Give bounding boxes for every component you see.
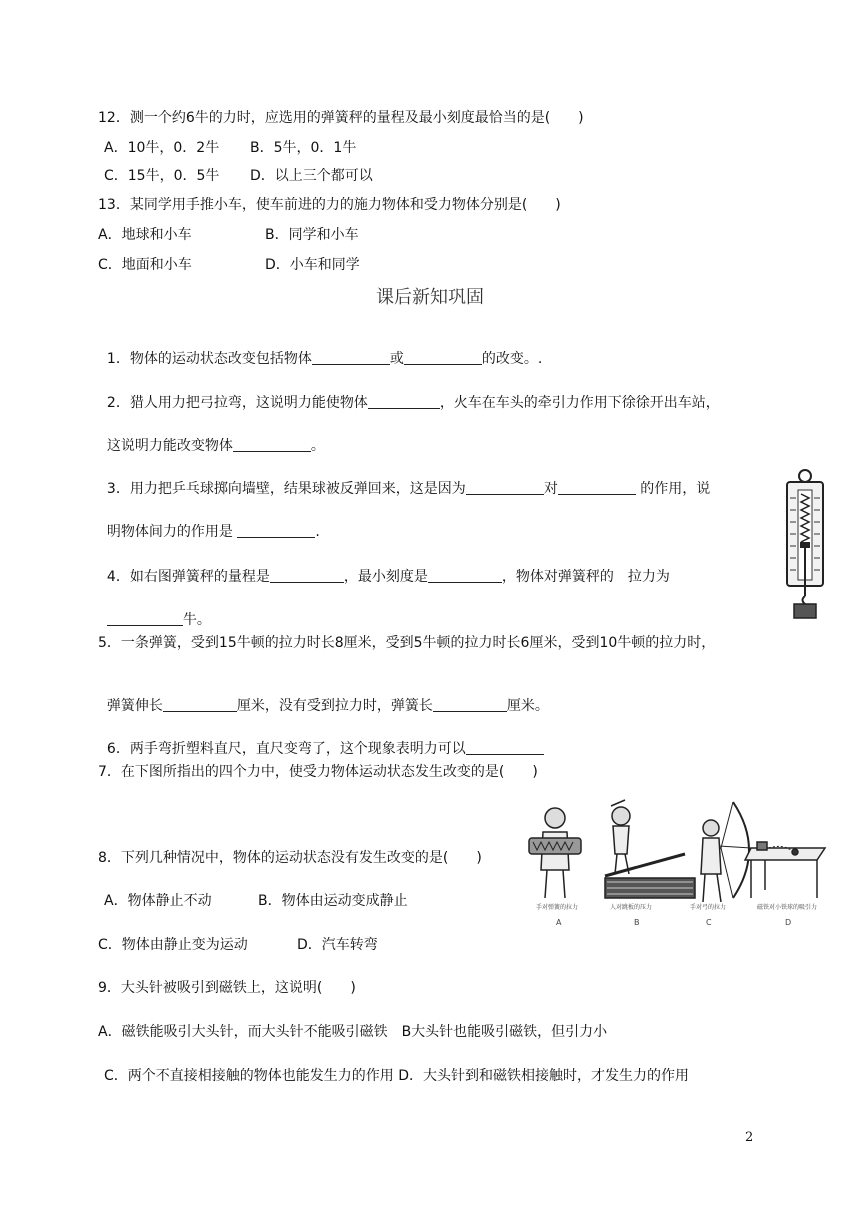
figure-b-diving-board (605, 800, 695, 898)
q4-line-2 (98, 590, 211, 630)
q4-line-1 (98, 547, 670, 587)
q9-options-cd: C．两个不直接相接触的物体也能发生力的作用 D．大头针到和磁铁相接触时，才发生力的作用 (104, 1068, 690, 1084)
q3-line-2 (98, 502, 320, 542)
q12-option-b: B．5牛，0．1牛 (250, 140, 357, 156)
q8-option-b: B．物体由运动变成静止 (258, 893, 408, 909)
q3-text-e: . (315, 524, 320, 540)
q7-stem: 7．在下图所指出的四个力中，使受力物体运动状态发生改变的是( ) (98, 764, 538, 780)
caption-c: 手对弓的拉力 (690, 904, 727, 911)
q4-blank-2[interactable] (428, 568, 502, 583)
q13-option-b: B．同学和小车 (265, 227, 359, 243)
q3-text-d: 明物体间力的作用是 (106, 524, 238, 540)
label-c: C (706, 918, 712, 927)
q13-stem: 13．某同学用手推小车，使车前进的力的施力物体和受力物体分别是( ) (98, 197, 561, 213)
q2-blank-2[interactable] (233, 437, 311, 452)
label-d: D (785, 918, 792, 927)
q5-blank-1[interactable] (163, 697, 237, 712)
q13-option-a: A．地球和小车 (98, 227, 192, 243)
q3-line-1 (98, 459, 710, 499)
q12-option-a: A．10牛，0．2牛 (104, 140, 220, 156)
q2-text-c: 这说明力能改变物体 (106, 438, 233, 454)
q1-line (98, 329, 542, 369)
q6-blank[interactable] (466, 740, 544, 755)
q9-stem: 9．大头针被吸引到磁铁上，这说明( ) (98, 980, 356, 996)
q8-option-a: A．物体静止不动 (104, 893, 212, 909)
q13-option-d: D．小车和同学 (265, 257, 360, 273)
q2-text-b: ，火车在车头的牵引力作用下徐徐开出车站， (439, 395, 720, 411)
label-b: B (634, 918, 640, 927)
q2-line-1 (98, 373, 720, 413)
q3-blank-2[interactable] (558, 480, 636, 495)
q3-text-c: 的作用，说 (635, 481, 711, 497)
page-number: 2 (745, 1130, 754, 1145)
q5-text-c: 厘米，没有受到拉力时，弹簧长 (236, 698, 433, 714)
caption-d: 磁铁对小铁球的吸引力 (757, 904, 818, 911)
q8-option-d: D．汽车转弯 (297, 937, 378, 953)
q6-text: 6．两手弯折塑料直尺，直尺变弯了，这个现象表明力可以 (106, 741, 466, 757)
q1-blank-2[interactable] (404, 350, 482, 365)
q4-text-c: ，物体对弹簧秤的 拉力为 (501, 569, 670, 585)
q5-line-2 (98, 676, 549, 716)
figure-a-spring-pull (529, 808, 581, 898)
q2-text-d: 。 (310, 438, 325, 454)
caption-a: 手对弹簧的拉力 (536, 904, 579, 911)
q6-line (98, 719, 544, 759)
q8-option-c: C．物体由静止变为运动 (98, 937, 248, 953)
q5-blank-2[interactable] (433, 697, 507, 712)
label-a: A (556, 918, 562, 927)
q4-blank-1[interactable] (270, 568, 344, 583)
caption-b: 人对跳板的压力 (610, 904, 653, 911)
q4-text-d: 牛。 (182, 612, 211, 628)
q3-text-a: 3．用力把乒乓球掷向墙壁，结果球被反弹回来，这是因为 (106, 481, 466, 497)
q3-text-b: 对 (543, 481, 558, 497)
q5-line-1: 5．一条弹簧，受到15牛顿的拉力时长8厘米，受到5牛顿的拉力时长6厘米，受到10牛顿的拉力时， (98, 635, 716, 651)
figure-d-magnet-table (745, 842, 825, 898)
q12-option-c: C．15牛，0．5牛 (104, 168, 220, 184)
q1-blank-1[interactable] (312, 350, 390, 365)
q12-stem: 12．测一个约6牛的力时，应选用的弹簧秤的量程及最小刻度最恰当的是( ) (98, 110, 584, 126)
q4-blank-3[interactable] (107, 611, 183, 626)
q1-text-c: 的改变。. (481, 351, 543, 367)
q13-option-c: C．地面和小车 (98, 257, 192, 273)
q4-text-a: 4．如右图弹簧秤的量程是 (106, 569, 270, 585)
q3-blank-3[interactable] (237, 523, 315, 538)
q5-text-b: 弹簧伸长 (106, 698, 163, 714)
q2-blank-1[interactable] (368, 394, 440, 409)
q4-text-b: ，最小刻度是 (343, 569, 428, 585)
q1-text-b: 或 (389, 351, 404, 367)
q2-line-2 (98, 416, 325, 456)
q12-option-d: D．以上三个都可以 (250, 168, 373, 184)
four-forces-figure (525, 798, 830, 938)
q9-options-ab: A．磁铁能吸引大头针，而大头针不能吸引磁铁 B大头针也能吸引磁铁，但引力小 (98, 1024, 608, 1040)
q1-text-a: 1．物体的运动状态改变包括物体 (106, 351, 312, 367)
section-title: 课后新知巩固 (376, 287, 484, 308)
q3-blank-1[interactable] (466, 480, 544, 495)
q2-text-a: 2．猎人用力把弓拉弯，这说明力能使物体 (106, 395, 368, 411)
q5-text-d: 厘米。 (506, 698, 549, 714)
figure-c-bow-pull (701, 802, 751, 902)
spring-scale-figure (782, 468, 828, 620)
q8-stem: 8．下列几种情况中，物体的运动状态没有发生改变的是( ) (98, 850, 482, 866)
